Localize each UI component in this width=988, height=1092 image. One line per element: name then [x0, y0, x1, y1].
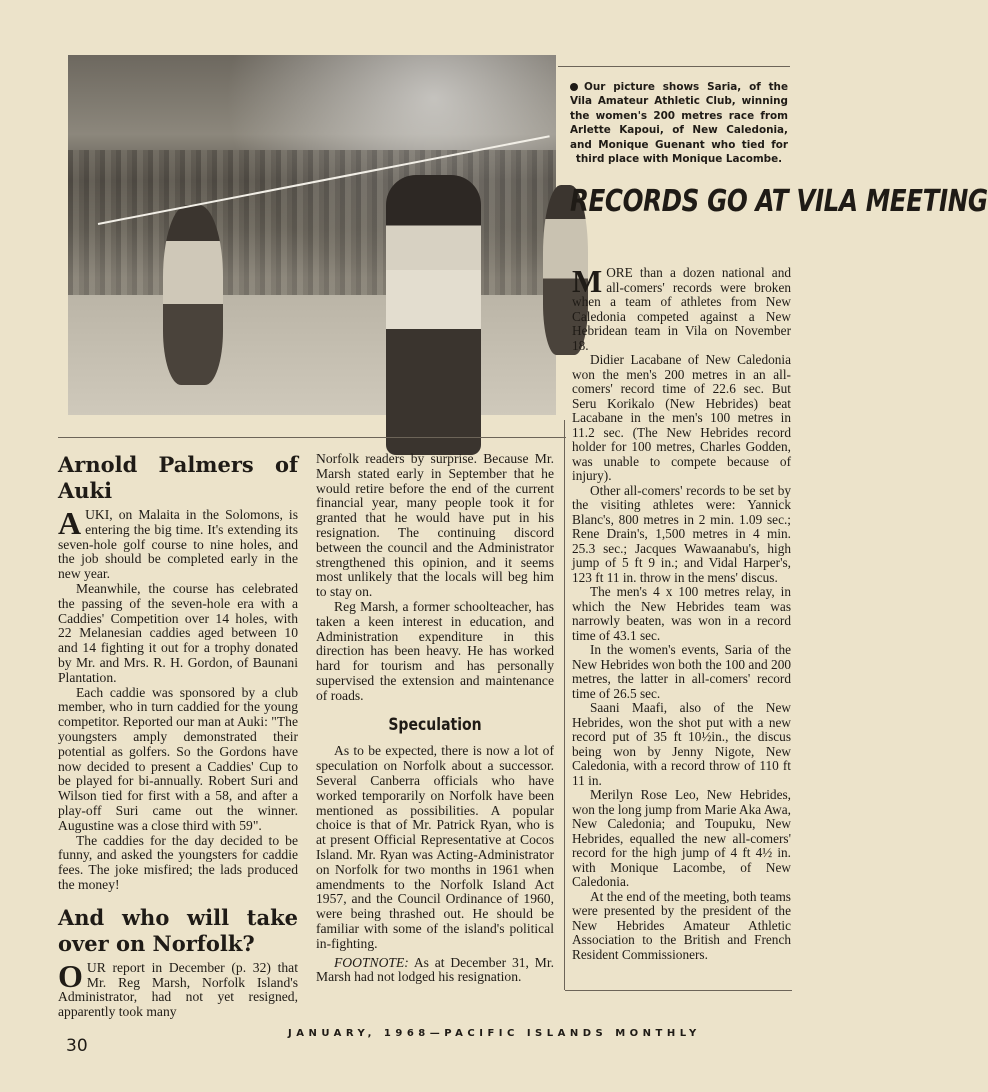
records-paragraph: MORE than a dozen national and all-comers' records were broken when a team of athletes from New Caledonia competed against a New Hebridean team in Vila on November 18. — [572, 263, 791, 353]
race-photo — [68, 55, 556, 415]
norfolk-paragraph: As to be expected, there is now a lot of speculation on Norfolk about a successor. Several Canberra officials who have worked temporarily on Norfolk have been mentioned as possibilities. A popular choice is that of Mr. Patrick Ryan, who is at present Official Representative at Cocos Island. Mr. Ryan was Acting-Administrator on Norfolk for two months in 1961 when amendments to the Norfolk Island Act 1957, and the Council Ordinance of 1960, were being thrashed out. He should be familiar with some of the island's political in-fighting. — [316, 743, 554, 951]
runner-figure — [163, 205, 223, 385]
winning-runner-figure — [386, 175, 481, 455]
footnote: FOOTNOTE: As at December 31, Mr. Marsh had not lodged his resignation. — [316, 954, 554, 985]
auki-paragraph: Meanwhile, the course has celebrated the passing of the seven-hole era with a Caddies' Competition over 14 holes, with 22 Melanesian caddies aged between 10 and 14 fighting it out for a trophy donated by Mr. and Mrs. R. H. Gordon, of Baunani Plantation. — [58, 580, 298, 685]
records-paragraph: In the women's events, Saria of the New Hebrides won both the 100 and 200 metres, the latter in all-comers' record time of 26.5 sec. — [572, 642, 791, 701]
norfolk-paragraph: Norfolk readers by surprise. Because Mr. Marsh stated early in September that he would retire before the end of the current financial year, many people took it for granted that he would have put in his resignation. The continuing discord between the council and the Administrator strengthened this opinion, and it seems most unlikely that the locals will beg him to stay on. — [316, 451, 554, 600]
photo-caption: Our picture shows Saria, of the Vila Amateur Athletic Club, winning the women's 200 metres race from Arlette Kapoui, of New Caledonia, and Monique Guenant who tied for third place with Monique Lacombe. — [570, 81, 788, 166]
records-paragraph: The men's 4 x 100 metres relay, in which the New Hebrides team was narrowly beaten, was won in a record time of 43.1 sec. — [572, 584, 791, 643]
records-paragraph: Merilyn Rose Leo, New Hebrides, won the long jump from Marie Aka Awa, New Caledonia; and Toupuku, New Hebrides, equalled the new all-comers' record for the high jump of 4 ft 4½ in. with Monique Lacombe, of New Caledonia. — [572, 787, 791, 889]
records-paragraph: Saani Maafi, also of the New Hebrides, won the shot put with a new record put of 35 ft 10½in., the discus being won by Jenny Nigote, New Caledonia, with a record throw of 110 ft 11 in. — [572, 700, 791, 788]
norfolk-article-continued — [316, 452, 554, 985]
records-paragraph: At the end of the meeting, both teams were presented by the president of the New Hebrides Amateur Athletic Association to the British and French Resident Commissioners. — [572, 888, 791, 962]
records-article — [572, 263, 791, 962]
auki-paragraph: AUKI, on Malaita in the Solomons, is entering the big time. It's extending its seven-hole golf course to nine holes, and the job should be completed early in the new year. — [58, 505, 298, 582]
speculation-subheading: Speculation — [388, 714, 482, 734]
rule — [558, 66, 790, 67]
norfolk-paragraph: Reg Marsh, a former schoolteacher, has taken a keen interest in education, and Administration expenditure in this direction has been heavy. He has worked hard for tourism and has personally supervised the extension and maintenance of roads. — [316, 598, 554, 703]
bullet-icon — [570, 83, 578, 91]
column-divider — [564, 420, 565, 990]
norfolk-paragraph: OUR report in December (p. 32) that Mr. Reg Marsh, Norfolk Island's Administrator, had not yet resigned, apparently took many — [58, 957, 298, 1020]
auki-headline: Arnold Palmers of Auki — [58, 452, 298, 503]
page-footer: JANUARY, 1968—PACIFIC ISLANDS MONTHLY — [288, 1028, 701, 1039]
page-number: 30 — [66, 1036, 88, 1056]
crowd-image — [68, 150, 556, 295]
auki-paragraph: The caddies for the day decided to be funny, and asked the youngsters for caddie fees. The joke misfired; the lads produced the money! — [58, 832, 298, 892]
auki-article — [58, 452, 298, 1020]
auki-paragraph: Each caddie was sponsored by a club member, who in turn caddied for the young competitor. Reported our man at Auki: "The youngsters amply demonstrated their potential as golfers. So the Gordons have now decided to present a Caddies' Cup to be played for bi-annually. Robert Suri and Wilson tied for first with a 58, and after a play-off Suri came out the winner. Augustine was a close third with 59". — [58, 684, 298, 833]
records-paragraph: Didier Lacabane of New Caledonia won the men's 200 metres in an all-comers' record time of 22.6 sec. But Seru Korikalo (New Hebrides) beat Lacabane in the men's 100 metres in 11.2 sec. (The New Hebrides record holder for 100 metres, Charles Godden, was unable to compete because of injury). — [572, 352, 791, 483]
norfolk-headline: And who will take over on Norfolk? — [58, 904, 298, 956]
records-paragraph: Other all-comers' records to be set by the visiting athletes were: Yannick Blanc's, 800 metres in 2 min. 1.09 sec.; Rene Drain's, 1,500 metres in 4 min. 25.3 sec.; Jacques Wawaanabu's, high jump of 5 ft 9 in.; and Vidal Harper's, 123 ft 11 in. throw in the mens' discus. — [572, 482, 791, 585]
records-headline: RECORDS GO AT VILA MEETING — [570, 184, 988, 219]
column-end-rule — [565, 990, 792, 991]
section-rule — [58, 437, 566, 438]
